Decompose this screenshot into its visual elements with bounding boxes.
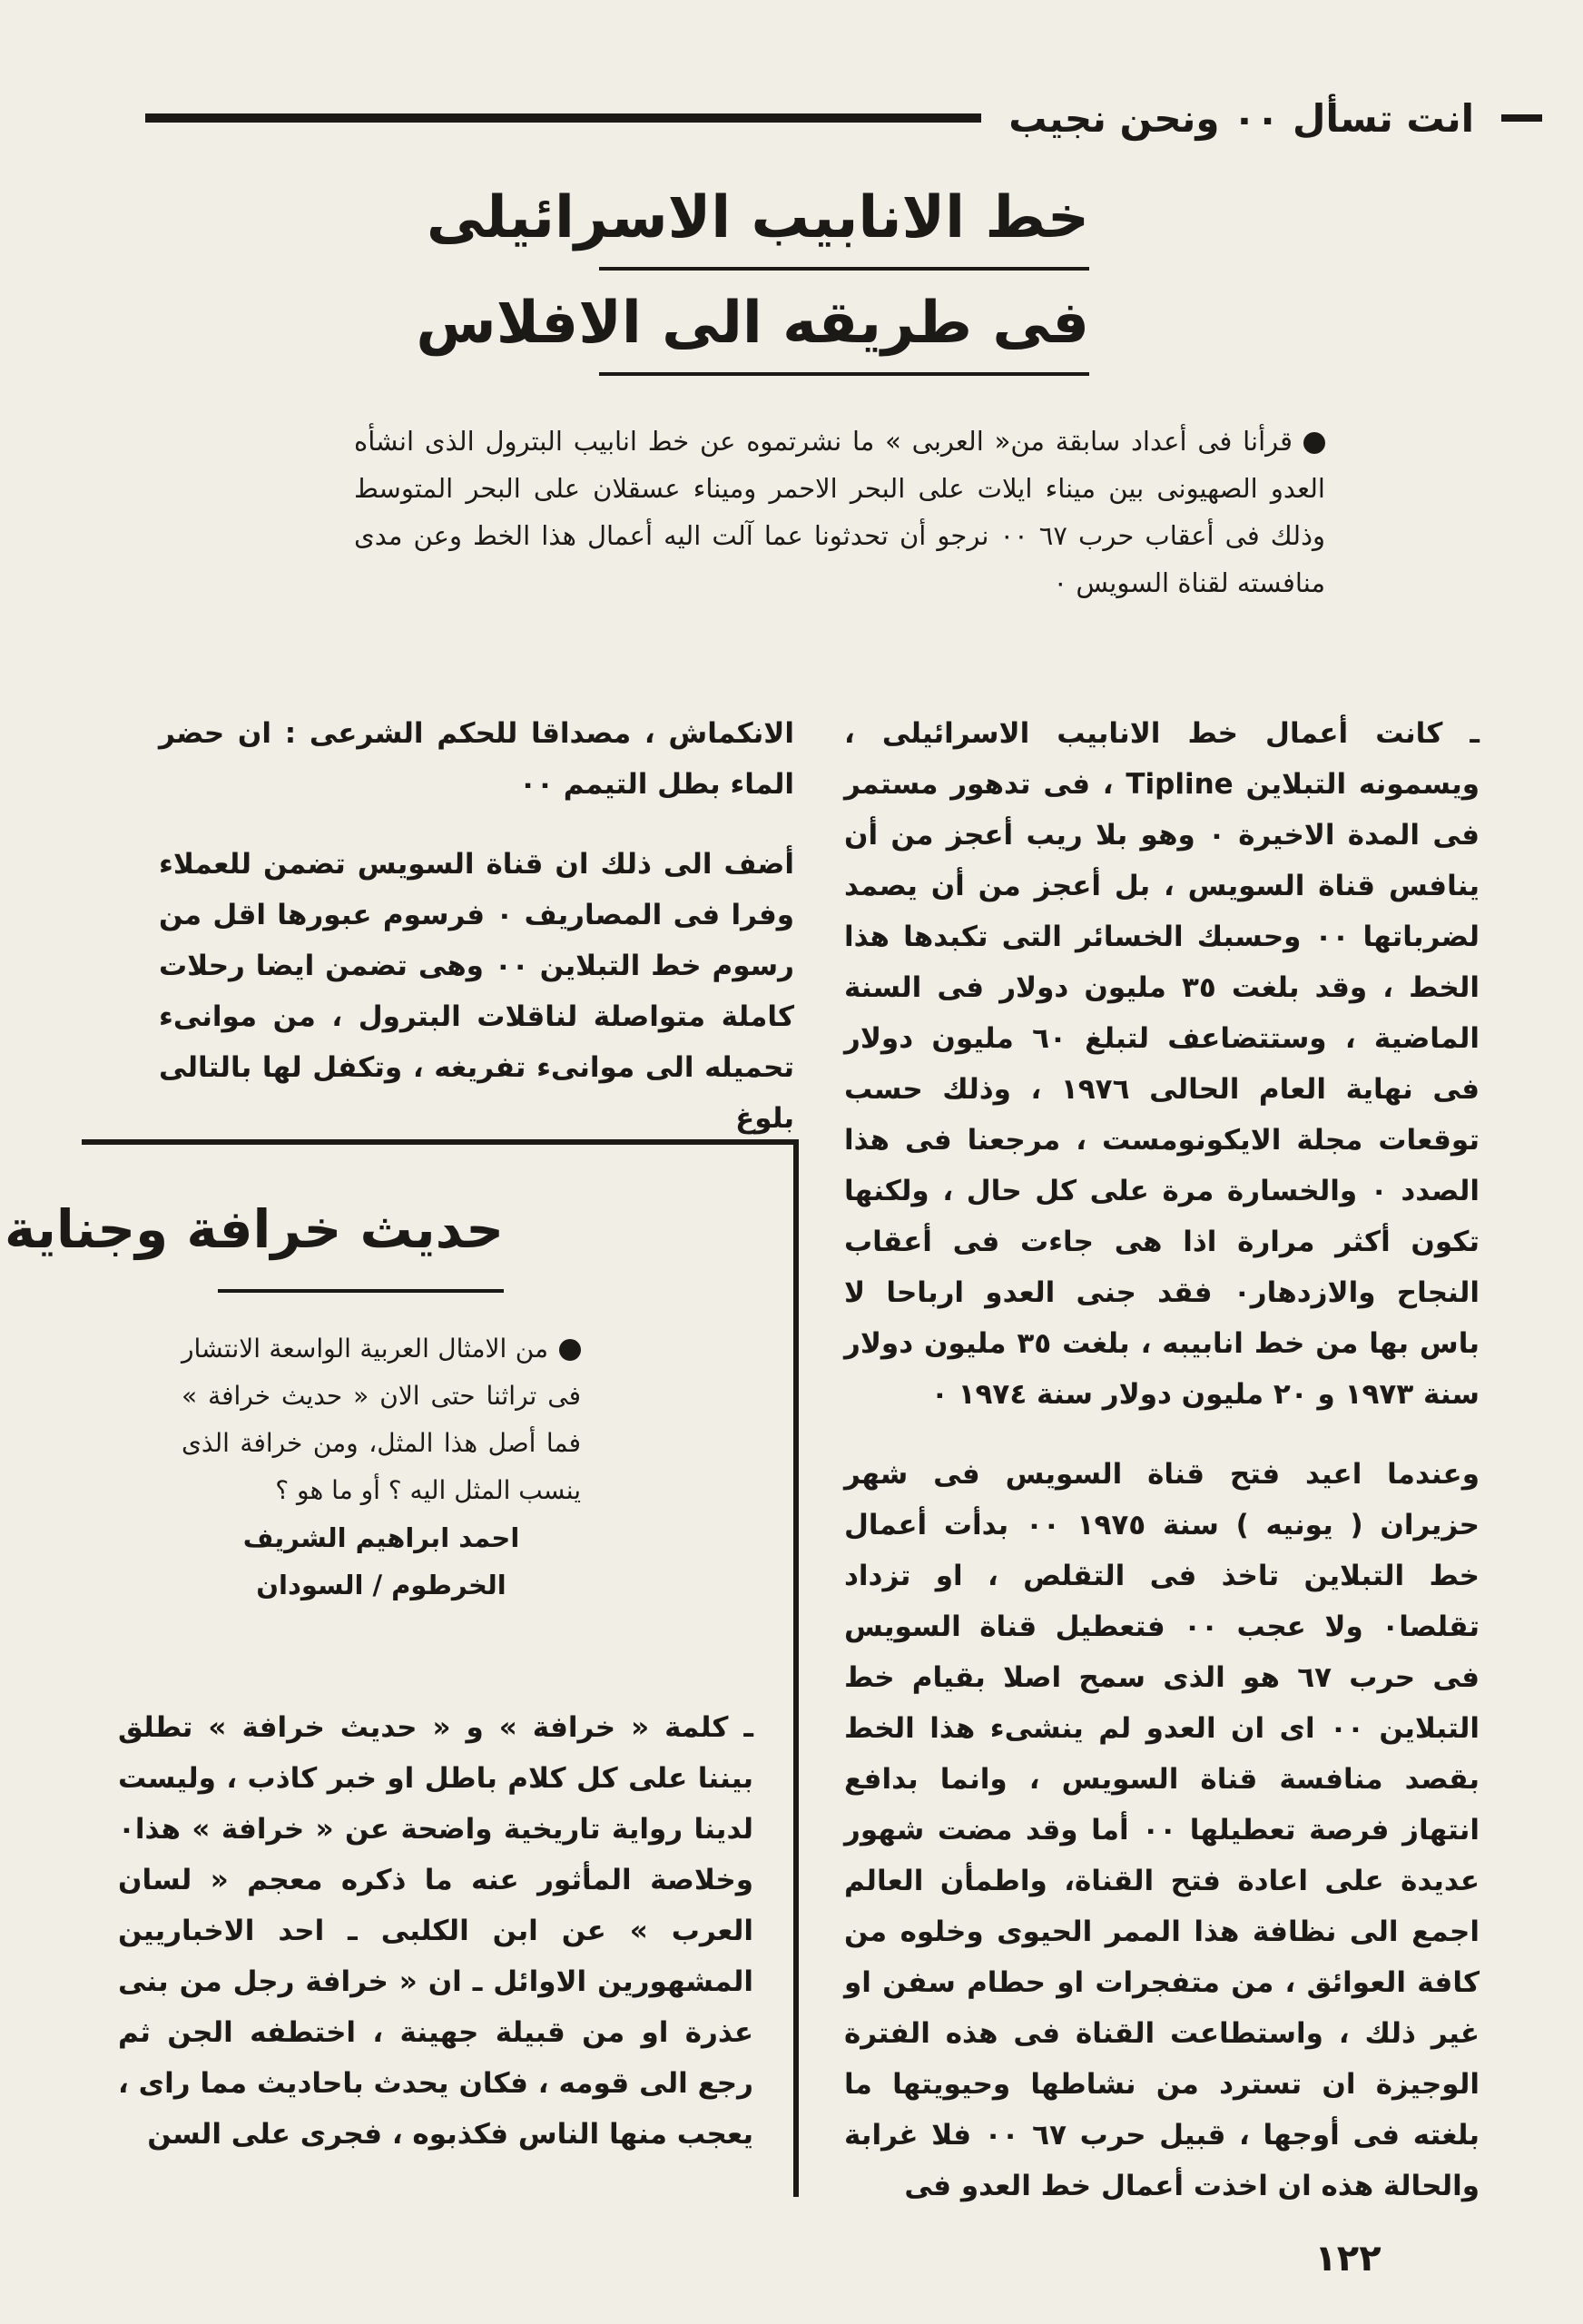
section-title: انت تسأل ٠٠ ونحن نجيب [1008, 95, 1474, 141]
title-underline [599, 372, 1089, 376]
running-header [145, 91, 1542, 145]
box-right-border [793, 1139, 799, 2197]
article-title-line-1: خط الانابيب الاسرائيلى [426, 184, 1089, 251]
boxed-answer: ـ كلمة « خرافة » و « حديث خرافة » تطلق بيننا على كل كلام باطل او خبر كاذب ، وليست لدينا رواية تاريخية واضحة عن « خرافة » هذا٠ وخلاصة المأثور عنه ما ذكره معجم « لسان العرب » عن ابن الكلبى ـ احد الاخباريين المشهورين الاوائل ـ ان « خرافة رجل من بنى عذرة او من قبيلة جهينة ، اختطفه الجن ثم رجع الى قومه ، فكان يحدث باحاديث مما راى ، يعجب منها الناس فكذبوه ، فجرى على السن [118, 1711, 753, 2151]
box-top-border [82, 1139, 799, 1145]
reader-question [354, 418, 1325, 606]
page-number: ١٢٢ [1314, 2238, 1381, 2280]
answer-paragraph-3: الانكماش ، مصداقا للحكم الشرعى : ان حضر الماء بطل التيمم ٠٠ [159, 717, 794, 801]
title-divider [599, 267, 1089, 271]
boxed-reader-question [182, 1325, 581, 1609]
boxed-title-underline [218, 1289, 504, 1293]
reader-question-text: قرأنا فى أعداد سابقة من« العربى » ما نشرتموه عن خط انابيب البترول الذى انشأه العدو الصهيونى بين ميناء ايلات على البحر الاحمر وميناء عسقلان على البحر المتوسط وذلك فى أعقاب حرب ٦٧ ٠٠ نرجو أن تحدثونا عما آلت اليه أعمال هذا الخط وعن مدى منافسته لقناة السويس ٠ [354, 426, 1326, 598]
article-title-line-2: فى طريقه الى الافلاس [416, 290, 1089, 357]
answer-paragraph-2: وعندما اعيد فتح قناة السويس فى شهر حزيران ( يونيه ) سنة ١٩٧٥ ٠٠ بدأت أعمال خط التبلاين تاخذ فى التقلص ، او تزداد تقلصا٠ ولا عجب ٠٠ فتعطيل قناة السويس فى حرب ٦٧ هو الذى سمح اصلا بقيام خط التبلاين ٠٠ اى ان العدو لم ينشىء هذا الخط بقصد منافسة قناة السويس ، وانما بدافع انتهاز فرصة تعطيلها ٠٠ أما وقد مضت شهور عديدة على اعادة فتح القناة، واطمأن العالم اجمع الى نظافة هذا الممر الحيوى وخلوه من كافة العوائق ، من متفجرات او حطام سفن او غير ذلك ، واستطاعت القناة فى هذه الفترة الوجيزة ان تسترد من نشاطها وحيويتها ما بلغته فى أوجها ، قبيل حرب ٦٧ ٠٠ فلا غرابة والحالة هذه ان اخذت أعمال خط العدو فى [844, 1458, 1480, 2202]
answer-column-right [844, 708, 1480, 2240]
boxed-article-title: حديث خرافة وجناية [4, 1198, 504, 1260]
answer-paragraph-4: أضف الى ذلك ان قناة السويس تضمن للعملاء وفرا فى المصاريف ٠ فرسوم عبورها اقل من رسوم خط التبلاين ٠٠ وهى تضمن ايضا رحلات كاملة متواصلة لناقلات البترول ، من موانىء تحميله الى موانىء تفريغه ، وتكفل لها بالتالى بلوغ [159, 848, 795, 1135]
bullet-icon [559, 1339, 581, 1361]
author-location: الخرطوم / السودان [256, 1570, 506, 1600]
boxed-question-text: من الامثال العربية الواسعة الانتشار فى تراثنا حتى الان « حديث خرافة » فما أصل هذا المثل، ومن خرافة الذى ينسب المثل اليه ؟ أو ما هو ؟ [182, 1334, 581, 1505]
article-title [416, 182, 1089, 392]
author-name: احمد ابراهيم الشريف [242, 1522, 520, 1553]
bullet-icon [1303, 432, 1325, 454]
header-dash [1501, 114, 1542, 122]
answer-column-left [159, 708, 794, 1173]
header-rule [145, 113, 981, 123]
answer-paragraph-1: ـ كانت أعمال خط الانابيب الاسرائيلى ، ويسمونه التبلاين Tipline ، فى تدهور مستمر فى المدة الاخيرة ٠ وهو بلا ريب أعجز من أن ينافس قناة السويس ، بل أعجز من أن يصمد لضرباتها ٠٠ وحسبك الخسائر التى تكبدها هذا الخط ، وقد بلغت ٣٥ مليون دولار فى السنة الماضية ، وستتضاعف لتبلغ ٦٠ مليون دولار فى نهاية العام الحالى ١٩٧٦ ، وذلك حسب توقعات مجلة الايكونومست ، مرجعنا فى هذا الصدد ٠ والخسارة مرة على كل حال ، ولكنها تكون أكثر مرارة اذا هى جاءت فى أعقاب النجاح والازدهار٠ فقد جنى العدو ارباحا لا باس بها من خط انابيبه ، بلغت ٣٥ مليون دولار سنة ١٩٧٣ و ٢٠ مليون دولار سنة ١٩٧٤ ٠ [844, 717, 1480, 1411]
